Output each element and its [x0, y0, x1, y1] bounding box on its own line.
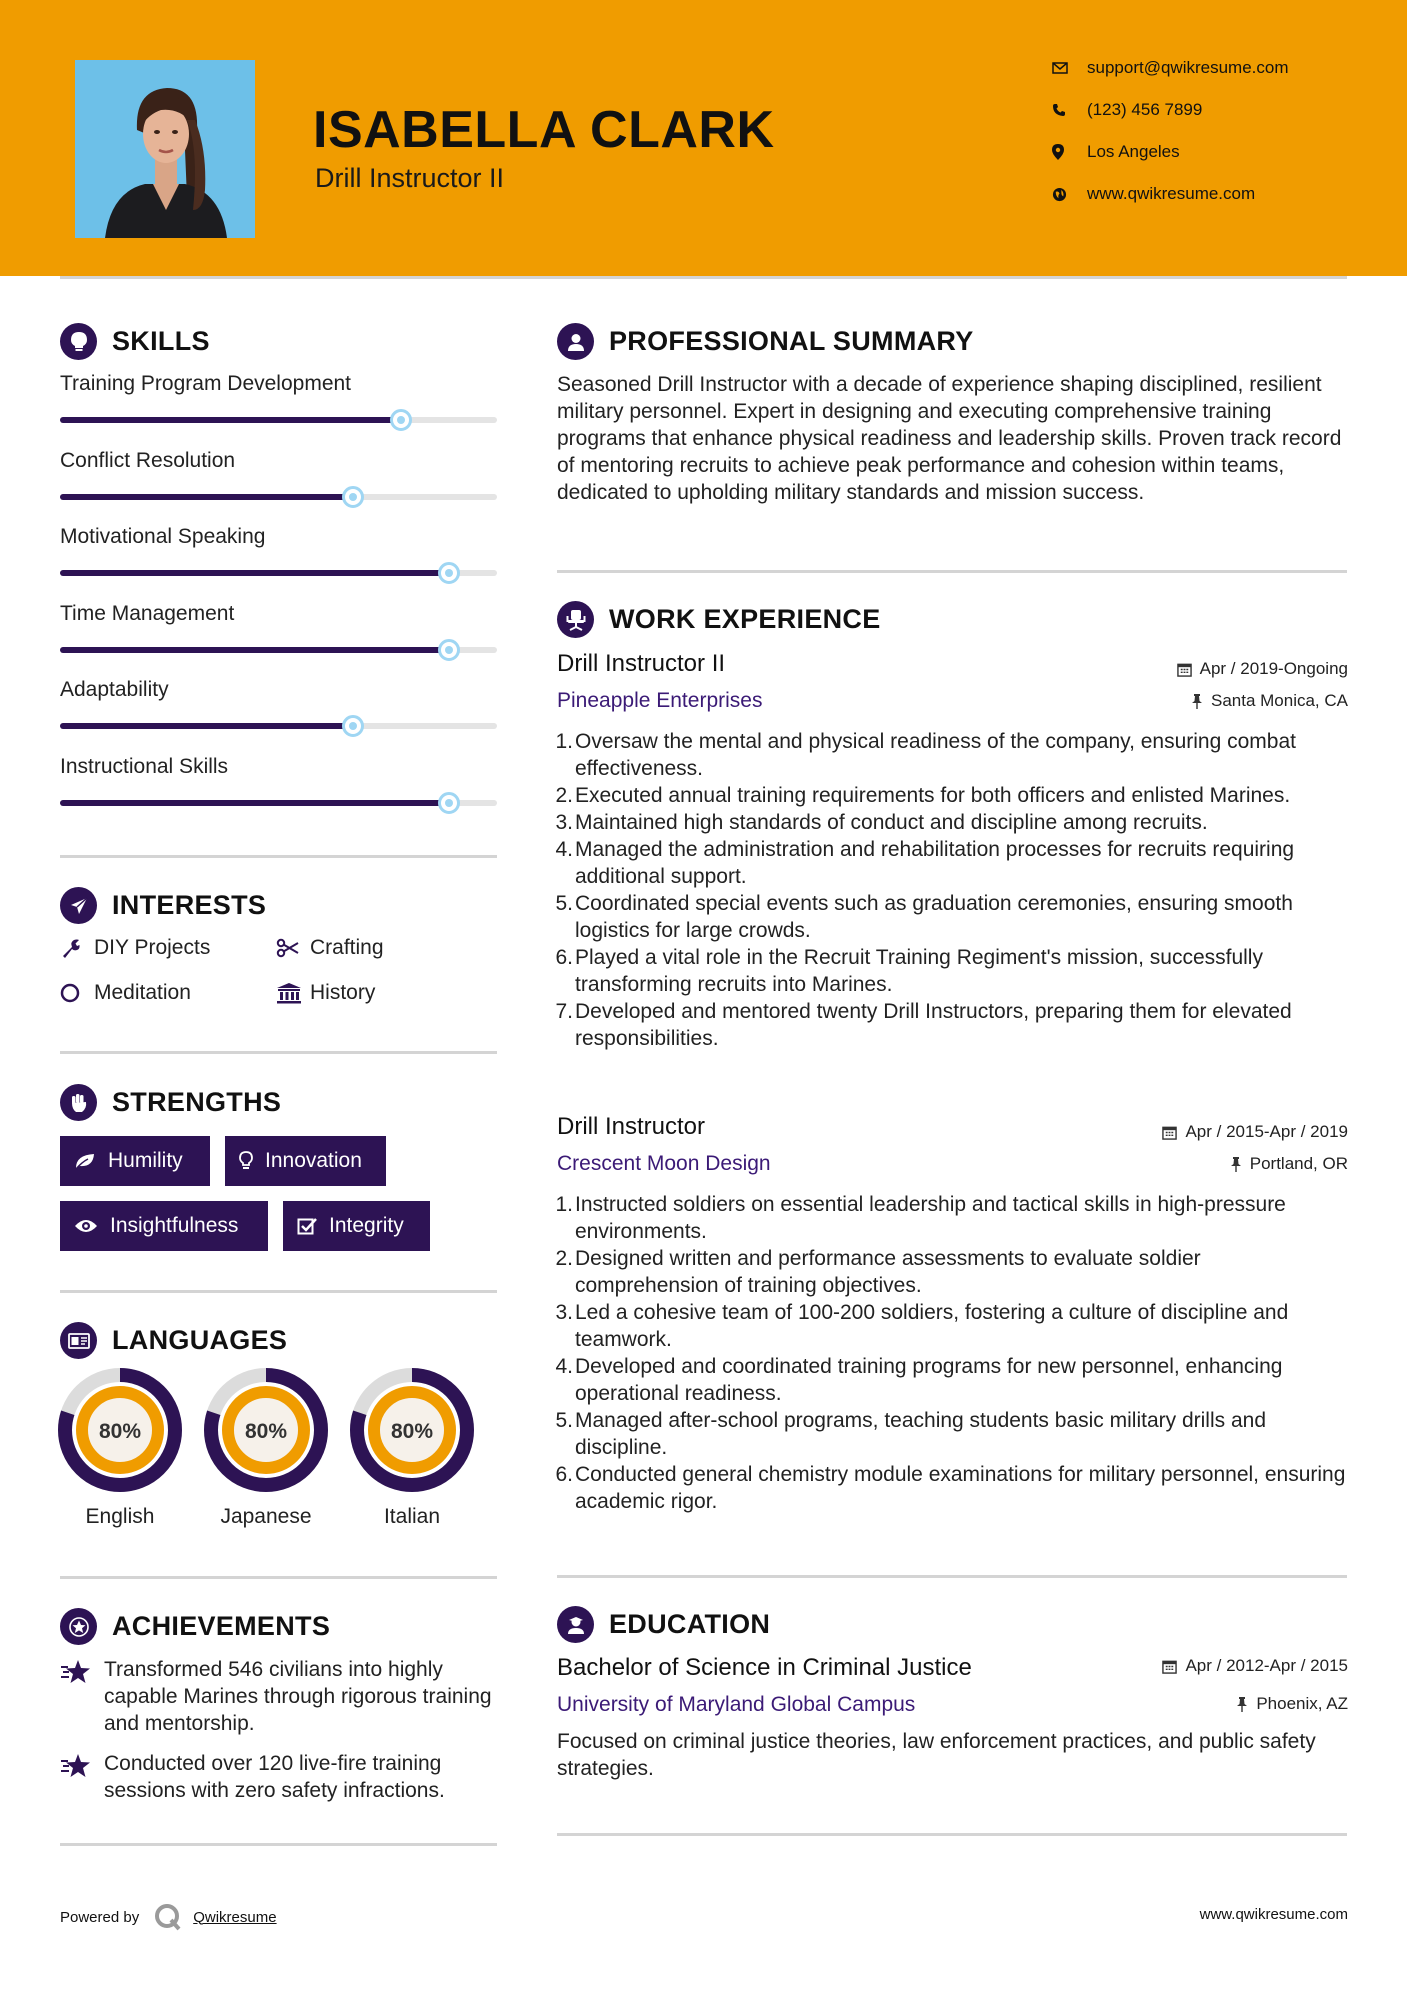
header-divider — [60, 276, 1347, 279]
skill-name: Instructional Skills — [60, 754, 229, 778]
star-badge-icon — [60, 1608, 97, 1645]
job-responsibilities — [557, 728, 1347, 1052]
contact-website-text: www.qwikresume.com — [1087, 184, 1256, 203]
scissors-icon — [276, 938, 310, 958]
education-degree: Bachelor of Science in Criminal Justice — [557, 1654, 972, 1681]
list-number: 7. — [555, 1000, 573, 1023]
list-number: 2. — [555, 1247, 573, 1270]
location-pin-icon — [1050, 144, 1087, 160]
achievements-divider — [60, 1843, 497, 1846]
responsibility-item: 7. Developed and mentored twenty Drill Instructors, preparing them for elevated responsibilities. — [557, 998, 1347, 1052]
skill-bar-knob — [438, 792, 460, 814]
interest-item: History — [276, 981, 375, 1005]
strength-chip: Integrity — [283, 1201, 430, 1251]
achievements-title: ACHIEVEMENTS — [112, 1611, 331, 1641]
checkbox-icon — [297, 1216, 317, 1236]
education-school: University of Maryland Global Campus — [557, 1693, 916, 1716]
responsibility-item: 3. Led a cohesive team of 100-200 soldiers, fostering a culture of discipline and teamwork. — [557, 1299, 1347, 1353]
skills-heading — [60, 323, 210, 360]
skill-bar-knob — [390, 409, 412, 431]
skill-bar — [60, 647, 497, 653]
contact-phone-text: (123) 456 7899 — [1087, 100, 1203, 119]
fist-icon — [60, 1084, 97, 1121]
languages-heading — [60, 1322, 287, 1359]
list-number: 4. — [555, 838, 573, 861]
footer-powered-by: Powered by Qwikresume — [60, 1902, 277, 1932]
candidate-role: Drill Instructor II — [315, 163, 505, 193]
skill-bar-fill — [60, 494, 353, 500]
responsibility-item: 2. Designed written and performance assessments to evaluate soldier comprehension of training objectives. — [557, 1245, 1347, 1299]
calendar-icon — [1177, 662, 1192, 677]
calendar-icon — [1162, 1125, 1177, 1140]
lightbulb-icon — [239, 1151, 253, 1171]
contact-email[interactable] — [1050, 58, 1380, 78]
summary-heading — [557, 323, 974, 360]
achievement-item: Transformed 546 civilians into highly capable Marines through rigorous training and mentorship. — [60, 1656, 500, 1737]
skill-bar-knob — [438, 639, 460, 661]
circle-icon — [60, 982, 94, 1004]
list-number: 6. — [555, 1463, 573, 1486]
skill-bar-knob — [342, 715, 364, 737]
languages-divider — [60, 1576, 497, 1579]
responsibility-item: 5. Managed after-school programs, teaching students basic military drills and discipline. — [557, 1407, 1347, 1461]
list-number: 6. — [555, 946, 573, 969]
interest-item: Crafting — [276, 936, 384, 960]
responsibility-item: 4. Managed the administration and rehabilitation processes for recruits requiring additional support. — [557, 836, 1347, 890]
header — [0, 0, 1407, 276]
leaf-icon — [74, 1152, 96, 1170]
language-percent: 80% — [390, 1420, 434, 1443]
language-gauge — [58, 1368, 182, 1497]
responsibility-item: 6. Conducted general chemistry module examinations for military personnel, ensuring academic rigor. — [557, 1461, 1347, 1515]
job-location: Portland, OR — [1230, 1154, 1348, 1174]
candidate-name: ISABELLA CLARK — [313, 101, 775, 159]
envelope-icon — [1050, 62, 1087, 74]
contact-location — [1050, 142, 1380, 162]
list-number: 5. — [555, 892, 573, 915]
interest-item: Meditation — [60, 981, 191, 1005]
language-name: English — [85, 1505, 155, 1528]
strengths-title: STRENGTHS — [112, 1087, 282, 1117]
list-number: 3. — [555, 1301, 573, 1324]
lightbulb-icon — [60, 323, 97, 360]
strength-chip: Humility — [60, 1136, 210, 1186]
profile-photo — [75, 60, 255, 238]
qwikresume-logo-icon — [153, 1902, 183, 1932]
interests-divider — [60, 1051, 497, 1054]
skills-divider — [60, 855, 497, 858]
calendar-icon — [1162, 1659, 1177, 1674]
language-percent: 80% — [244, 1420, 288, 1443]
qwikresume-link[interactable]: Qwikresume — [193, 1908, 277, 1926]
responsibility-item: 1. Oversaw the mental and physical readiness of the company, ensuring combat effectiveness. — [557, 728, 1347, 782]
office-chair-icon — [557, 601, 594, 638]
job-dates: Apr / 2019-Ongoing — [1177, 659, 1348, 679]
skill-bar-knob — [438, 562, 460, 584]
strength-chip: Insightfulness — [60, 1201, 268, 1251]
education-title: EDUCATION — [609, 1609, 771, 1639]
skill-bar — [60, 723, 497, 729]
skill-bar-fill — [60, 647, 449, 653]
education-location: Phoenix, AZ — [1236, 1694, 1348, 1714]
job-title: Drill Instructor II — [557, 650, 726, 677]
museum-icon — [276, 982, 310, 1004]
skill-bar — [60, 494, 497, 500]
responsibility-item: 2. Executed annual training requirements for both officers and enlisted Marines. — [557, 782, 1347, 809]
skill-bar-knob — [342, 486, 364, 508]
job-location: Santa Monica, CA — [1191, 691, 1348, 711]
skill-bar-fill — [60, 723, 353, 729]
star-icon — [60, 1656, 104, 1737]
language-name: Italian — [383, 1505, 441, 1528]
job-title: Drill Instructor — [557, 1113, 706, 1140]
contact-email-text: support@qwikresume.com — [1087, 58, 1289, 77]
language-card-icon — [60, 1322, 97, 1359]
skills-title: SKILLS — [112, 326, 210, 356]
job-dates: Apr / 2015-Apr / 2019 — [1162, 1122, 1348, 1142]
strengths-heading — [60, 1084, 281, 1121]
globe-icon — [1050, 187, 1087, 202]
contact-location-text: Los Angeles — [1087, 142, 1180, 161]
paper-plane-icon — [60, 887, 97, 924]
footer-url[interactable]: www.qwikresume.com — [1199, 1906, 1348, 1923]
summary-divider — [557, 570, 1347, 573]
phone-icon — [1050, 103, 1087, 117]
education-heading — [557, 1606, 770, 1643]
list-number: 4. — [555, 1355, 573, 1378]
skill-bar — [60, 800, 497, 806]
language-gauge — [204, 1368, 328, 1497]
graduate-icon — [557, 1606, 594, 1643]
work-title: WORK EXPERIENCE — [609, 604, 881, 634]
skill-bar — [60, 570, 497, 576]
job-company: Pineapple Enterprises — [557, 689, 763, 712]
job-company: Crescent Moon Design — [557, 1152, 771, 1175]
summary-title: PROFESSIONAL SUMMARY — [609, 326, 974, 356]
eye-icon — [74, 1218, 98, 1234]
job-responsibilities — [557, 1191, 1347, 1515]
summary-text: Seasoned Drill Instructor with a decade of experience shaping disciplined, resilient military personnel. Expert in designing and executing comprehensive training programs that enhance physical readiness and leadership skills. Proven track record of mentoring recruits to achieve peak performance and cohesion within teams, dedicated to upholding military standards and mission success. — [557, 373, 1342, 504]
list-number: 5. — [555, 1409, 573, 1432]
star-icon — [60, 1750, 104, 1804]
skill-name: Conflict Resolution — [60, 448, 236, 472]
skill-bar-fill — [60, 417, 401, 423]
list-number: 1. — [555, 730, 573, 753]
responsibility-item: 1. Instructed soldiers on essential leadership and tactical skills in high-pressure environments. — [557, 1191, 1347, 1245]
user-icon — [557, 323, 594, 360]
contact-website[interactable] — [1050, 184, 1380, 204]
skill-bar — [60, 417, 497, 423]
skill-bar-fill — [60, 800, 449, 806]
pushpin-icon — [1230, 1156, 1242, 1172]
work-heading — [557, 601, 881, 638]
language-name: Japanese — [220, 1505, 312, 1528]
strength-chip: Innovation — [225, 1136, 386, 1186]
work-divider — [557, 1575, 1347, 1578]
skill-bar-fill — [60, 570, 449, 576]
skill-name: Training Program Development — [60, 372, 352, 395]
strengths-divider — [60, 1290, 497, 1293]
list-number: 3. — [555, 811, 573, 834]
skill-name: Motivational Speaking — [60, 525, 266, 548]
language-percent: 80% — [98, 1420, 142, 1443]
responsibility-item: 3. Maintained high standards of conduct and discipline among recruits. — [557, 809, 1347, 836]
responsibility-item: 5. Coordinated special events such as graduation ceremonies, ensuring smooth logistics for large crowds. — [557, 890, 1347, 944]
responsibility-item: 6. Played a vital role in the Recruit Training Regiment's mission, successfully transforming recruits into Marines. — [557, 944, 1347, 998]
languages-title: LANGUAGES — [112, 1325, 288, 1355]
skill-name: Adaptability — [60, 678, 169, 701]
list-number: 1. — [555, 1193, 573, 1216]
interest-item: DIY Projects — [60, 936, 210, 960]
language-gauge — [350, 1368, 474, 1497]
education-dates: Apr / 2012-Apr / 2015 — [1162, 1656, 1348, 1676]
education-text: Focused on criminal justice theories, law enforcement practices, and public safety strategies. — [557, 1730, 1316, 1780]
pushpin-icon — [1191, 693, 1203, 709]
achievement-item: Conducted over 120 live-fire training sessions with zero safety infractions. — [60, 1750, 500, 1804]
list-number: 2. — [555, 784, 573, 807]
pushpin-icon — [1236, 1696, 1248, 1712]
interests-heading — [60, 887, 266, 924]
achievements-heading — [60, 1608, 330, 1645]
responsibility-item: 4. Developed and coordinated training programs for new personnel, enhancing operational readiness. — [557, 1353, 1347, 1407]
contact-phone[interactable] — [1050, 100, 1380, 120]
skill-name: Time Management — [60, 601, 235, 625]
wrench-icon — [60, 937, 94, 959]
interests-title: INTERESTS — [112, 890, 267, 920]
education-divider — [557, 1833, 1347, 1836]
